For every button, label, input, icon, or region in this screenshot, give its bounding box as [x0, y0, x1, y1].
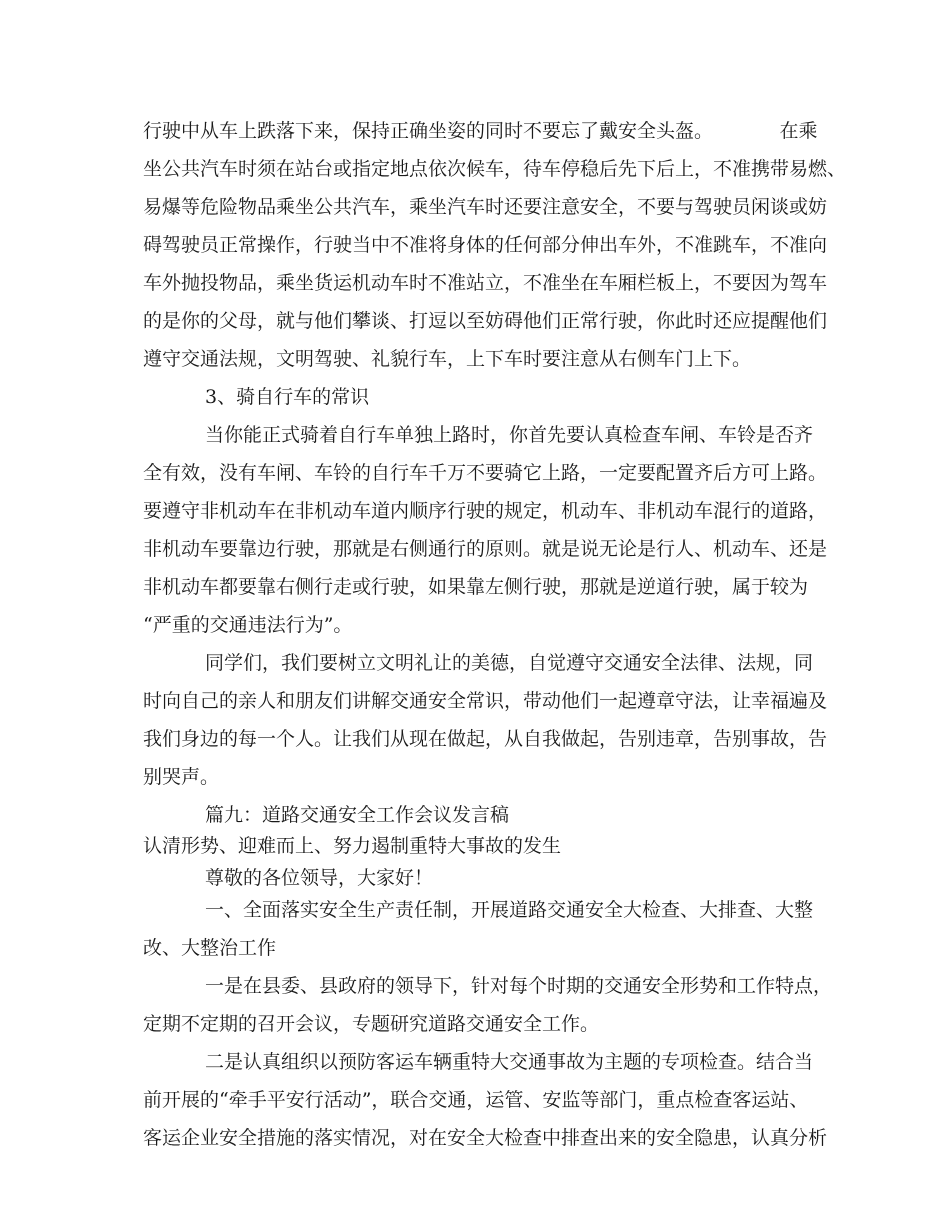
text-line: 改、大整治工作	[143, 937, 277, 959]
text-line: 非机动车要靠边行驶，那就是右侧通行的原则。就是说无论是行人、机动车、还是	[143, 538, 828, 560]
text-line: 定期不定期的召开会议，专题研究道路交通安全工作。	[143, 1013, 600, 1035]
text-line: 一、全面落实安全生产责任制，开展道路交通安全大检查、大排查、大整	[205, 899, 814, 921]
salutation: 尊敬的各位领导，大家好！	[205, 867, 434, 889]
text-line: 非机动车都要靠右侧行走或行驶，如果靠左侧行驶，那就是逆道行驶，属于较为	[143, 576, 809, 598]
text-line: 我们身边的每一个人。让我们从现在做起，从自我做起，告别违章，告别事故，告	[143, 728, 828, 750]
section-heading: 3、骑自行车的常识	[205, 386, 370, 408]
text-line: 车外抛投物品，乘坐货运机动车时不准站立，不准坐在车厢栏板上，不要因为驾车	[143, 272, 828, 294]
text-line: 全有效，没有车闸、车铃的自行车千万不要骑它上路，一定要配置齐后方可上路。	[143, 462, 828, 484]
speech-subtitle: 认清形势、迎难而上、努力遏制重特大事故的发生	[143, 835, 562, 857]
text-line: 二是认真组织以预防客运车辆重特大交通事故为主题的专项检查。结合当	[205, 1051, 814, 1073]
text-line: 的是你的父母，就与他们攀谈、打逗以至妨碍他们正常行驶，你此时还应提醒他们	[143, 310, 828, 332]
text-line: 同学们，我们要树立文明礼让的美德，自觉遵守交通安全法律、法规，同	[205, 652, 814, 674]
text-line: 坐公共汽车时须在站台或指定地点依次候车，待车停稳后先下后上，不准携带易燃、	[143, 158, 847, 180]
text-line: 易爆等危险物品乘坐公共汽车，乘坐汽车时还要注意安全，不要与驾驶员闲谈或妨	[143, 196, 828, 218]
chapter-title: 篇九：道路交通安全工作会议发言稿	[205, 804, 510, 826]
text-line: 遵守交通法规，文明驾驶、礼貌行车，上下车时要注意从右侧车门上下。	[143, 348, 752, 370]
text-line: 行驶中从车上跌落下来，保持正确坐姿的同时不要忘了戴安全头盔。 在乘	[143, 120, 818, 142]
text-line: “严重的交通违法行为”。	[143, 614, 353, 636]
text-line: 别哭声。	[143, 766, 220, 788]
text-line: 时向自己的亲人和朋友们讲解交通安全常识，带动他们一起遵章守法，让幸福遍及	[143, 690, 828, 712]
text-line: 一是在县委、县政府的领导下，针对每个时期的交通安全形势和工作特点，	[205, 975, 833, 997]
text-line: 当你能正式骑着自行车单独上路时，你首先要认真检查车闸、车铃是否齐	[205, 424, 814, 446]
text-line: 要遵守非机动车在非机动车道内顺序行驶的规定，机动车、非机动车混行的道路，	[143, 500, 828, 522]
text-line: 碍驾驶员正常操作，行驶当中不准将身体的任何部分伸出车外，不准跳车，不准向	[143, 234, 828, 256]
text-line: 客运企业安全措施的落实情况，对在安全大检查中排查出来的安全隐患，认真分析	[143, 1127, 828, 1149]
text-line: 前开展的“牵手平安行活动”，联合交通，运管、安监等部门，重点检查客运站、	[143, 1089, 809, 1111]
